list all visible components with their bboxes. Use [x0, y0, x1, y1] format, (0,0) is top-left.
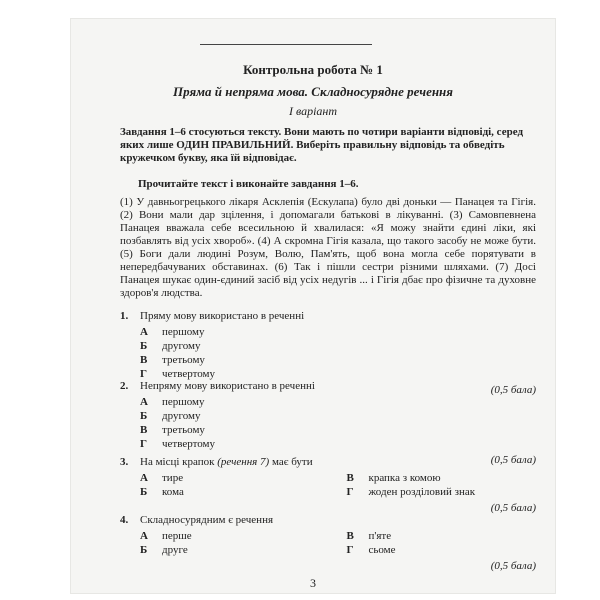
option-letter: Б — [140, 486, 148, 498]
question-number: 4. — [120, 514, 129, 526]
option-letter: Б — [140, 410, 148, 422]
page-number: 3 — [310, 576, 316, 590]
question-4 — [120, 514, 536, 572]
option-text: першому — [162, 326, 205, 338]
option-letter: Б — [140, 544, 148, 556]
option-letter: Г — [140, 438, 147, 450]
option-a[interactable] — [140, 326, 536, 340]
option-letter: Б — [140, 340, 148, 352]
option-letter: А — [140, 396, 148, 408]
option-text: другому — [162, 340, 201, 352]
option-text: друге — [162, 544, 188, 556]
score-label: (0,5 бала) — [490, 384, 536, 396]
option-letter: В — [140, 424, 148, 436]
option-v[interactable] — [346, 530, 536, 544]
option-text: кома — [162, 486, 184, 498]
option-letter: Г — [140, 368, 147, 380]
option-g[interactable] — [346, 486, 536, 500]
question-text-italic: (речення 7) — [217, 456, 270, 468]
option-b[interactable] — [140, 410, 536, 424]
option-a[interactable] — [140, 530, 286, 544]
question-number: 2. — [120, 380, 129, 392]
option-letter: Г — [346, 544, 354, 556]
option-text: перше — [162, 530, 192, 542]
option-v[interactable] — [140, 354, 536, 368]
option-text: четвертому — [162, 368, 216, 380]
question-number: 1. — [120, 310, 129, 322]
page-title: Контрольна робота № 1 — [243, 62, 383, 77]
question-text: Пряму мову використано в реченні — [140, 310, 305, 322]
option-text: четвертому — [162, 438, 216, 450]
option-text: сьоме — [368, 544, 396, 556]
option-letter: Г — [346, 486, 354, 498]
option-letter: А — [140, 530, 148, 542]
option-text: третьому — [162, 354, 205, 366]
option-letter: В — [140, 354, 148, 366]
question-3 — [120, 456, 536, 514]
option-text: крапка з комою — [368, 472, 441, 484]
header-rule — [200, 44, 372, 45]
score-label: (0,5 бала) — [490, 560, 536, 572]
option-g[interactable] — [346, 544, 536, 558]
option-text: другому — [162, 410, 201, 422]
page — [70, 18, 556, 594]
question-text-after: має бути — [269, 456, 313, 468]
option-text: жоден розділовий знак — [368, 486, 476, 498]
question-text-before: На місці крапок — [140, 456, 218, 468]
option-text: третьому — [162, 424, 205, 436]
option-letter: В — [346, 472, 354, 484]
option-letter: А — [140, 326, 148, 338]
question-number: 3. — [120, 456, 129, 468]
option-v[interactable] — [140, 424, 536, 438]
variant-label: І варіант — [288, 104, 338, 118]
page-subtitle: Пряма й непряма мова. Складносурядне речення — [173, 84, 453, 99]
question-2 — [120, 380, 536, 466]
option-a[interactable] — [140, 472, 286, 486]
option-a[interactable] — [140, 396, 536, 410]
option-letter: А — [140, 472, 148, 484]
option-text: першому — [162, 396, 205, 408]
text-paragraph: (1) У давньогрецького лікаря Асклепія (Ескулапа) було дві доньки — Панацея та Гігія. (2) Вони мали дар зцілення, і допомагали батькові в лікуванні. (3) Самовпевнена Панацея вважала себе всесильною й хвалилася: «Я можу знайти єдині ліки, які позбавлять від усіх хвороб». (4) А скромна Гігія казала, що такого засобу не може бути. (5) Боги дали людині Розум, Волю, Пам'ять, щоб вона могла себе порятувати в непередбачуваних обставинах. (6) Так і пішли сестри різними шляхами. (7) Досі Панацея шукає один-єдиний засіб від усіх недугів ... і Гігія дбає про фізичне та духовне здоров'я людства. — [120, 196, 536, 299]
option-g[interactable] — [140, 438, 536, 452]
option-b[interactable] — [140, 486, 286, 500]
question-text: Складносурядним є речення — [140, 514, 274, 526]
score-label: (0,5 бала) — [490, 502, 536, 514]
option-letter: В — [346, 530, 354, 542]
instructions: Завдання 1–6 стосуються тексту. Вони мають по чотири варіанти відповіді, серед яких лише ОДИН ПРАВИЛЬНИЙ. Виберіть правильну відповідь та обведіть кружечком букву, яка їй відповідає. — [120, 126, 524, 164]
option-b[interactable] — [140, 544, 286, 558]
option-text: тире — [162, 472, 184, 484]
option-text: п'яте — [368, 530, 392, 542]
score-label: (0,5 бала) — [490, 454, 536, 466]
option-v[interactable] — [346, 472, 536, 486]
option-b[interactable] — [140, 340, 536, 354]
read-task: Прочитайте текст і виконайте завдання 1–6. — [138, 178, 359, 190]
question-text: Непряму мову використано в реченні — [140, 380, 315, 392]
question-text — [140, 456, 313, 468]
